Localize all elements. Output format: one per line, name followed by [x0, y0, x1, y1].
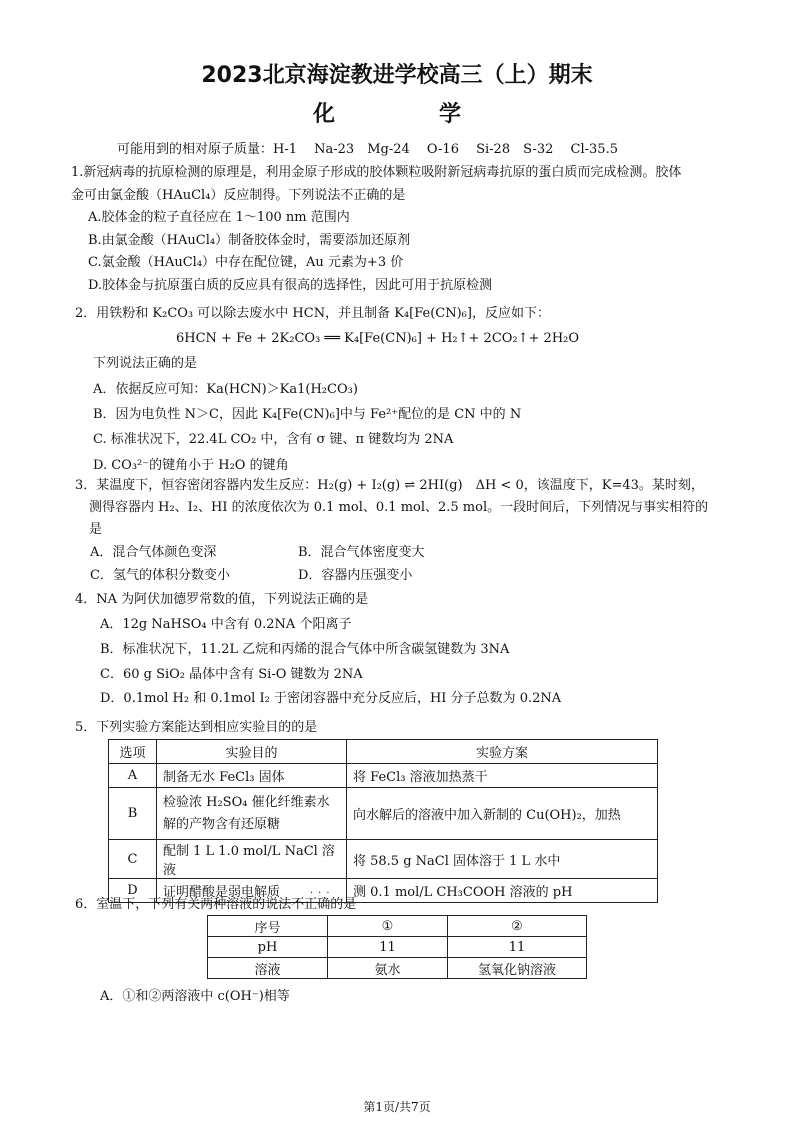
q2-option-c: C. 标准状况下，22.4L CO₂ 中，含有 σ 键、π 键数均为 2NA [93, 432, 454, 447]
table-cell: 序号 [208, 916, 328, 937]
table-cell: 11 [328, 937, 448, 958]
table-row [208, 916, 587, 937]
q3-stem-line2: 测得容器内 H₂、I₂、HI 的浓度依次为 0.1 mol、0.1 mol、2.5 mol。一段时间后，下列情况与事实相符的 [89, 500, 709, 515]
q1-option-c: C.氯金酸（HAuCl₄）中存在配位键，Au 元素为+3 价 [88, 255, 404, 270]
table-cell: 配制 1 L 1.0 mol/L NaCl 溶液 [157, 840, 347, 879]
table-cell: pH [208, 937, 328, 958]
q3-stem-line1: 3．某温度下，恒容密闭容器内发生反应：H₂(g) + I₂(g) ⇌ 2HI(g) ΔH < 0，该温度下，K=43。某时刻， [75, 478, 704, 493]
q3-option-c: C．氢气的体积分数变小 [90, 568, 230, 583]
q2-prompt: 下列说法正确的是 [93, 356, 198, 371]
table-cell: 证明醋酸是弱电解质 [157, 879, 347, 903]
q1-stem-line1: 1.新冠病毒的抗原检测的原理是，利用金原子形成的胶体颗粒吸附新冠病毒抗原的蛋白质而完成检测。胶体 [71, 165, 682, 180]
q6-stem: 6．室温下，下列有关两种溶液的说法不正确的是 [75, 897, 357, 912]
q3-stem-line3: 是 [89, 522, 103, 537]
table-cell: 溶液 [208, 958, 328, 979]
table-cell: 氨水 [328, 958, 448, 979]
emphasis-dots: ··· [310, 888, 335, 899]
table-cell: 氢氧化钠溶液 [448, 958, 587, 979]
q4-stem: 4．NA 为阿伏加德罗常数的值，下列说法正确的是 [75, 592, 369, 607]
table-cell: A [109, 764, 157, 788]
table-cell: 11 [448, 937, 587, 958]
q2-option-b: B．因为电负性 N＞C，因此 K₄[Fe(CN)₆]中与 Fe²⁺配位的是 CN 中的 N [93, 407, 522, 422]
table-cell: 检验浓 H₂SO₄ 催化纤维素水解的产物含有还原糖 [157, 788, 347, 840]
exam-title: 2023北京海淀教进学校高三（上）期末 [201, 63, 593, 88]
table-row [109, 764, 658, 788]
q5-table [108, 739, 658, 903]
table-cell: B [109, 788, 157, 840]
table-header-row [109, 740, 658, 764]
table-row [208, 958, 587, 979]
table-cell: ② [448, 916, 587, 937]
table-cell: 向水解后的溶液中加入新制的 Cu(OH)₂，加热 [347, 788, 658, 840]
subject-title: 化 学 [312, 102, 481, 127]
q1-option-a: A.胶体金的粒子直径应在 1～100 nm 范围内 [88, 210, 350, 225]
q2-stem: 2．用铁粉和 K₂CO₃ 可以除去废水中 HCN，并且制备 K₄[Fe(CN)₆]，反应如下： [75, 306, 550, 321]
page-footer: 第1页/共7页 [363, 1100, 431, 1114]
q3-option-b: B．混合气体密度变大 [298, 545, 425, 560]
q1-stem-line2: 金可由氯金酸（HAuCl₄）反应制得。下列说法不正确的是 [71, 188, 406, 203]
table-cell: 将 FeCl₃ 溶液加热蒸干 [347, 764, 658, 788]
q4-option-d: D．0.1mol H₂ 和 0.1mol I₂ 于密闭容器中充分反应后，HI 分子总数为 0.2NA [100, 691, 562, 706]
q2-option-a: A．依据反应可知：Ka(HCN)＞Ka1(H₂CO₃) [93, 382, 358, 397]
table-cell: 将 58.5 g NaCl 固体溶于 1 L 水中 [347, 840, 658, 879]
q6-table [207, 915, 587, 979]
table-row [109, 788, 658, 840]
table-cell: C [109, 840, 157, 879]
q4-option-c: C．60 g SiO₂ 晶体中含有 Si-O 键数为 2NA [100, 667, 363, 682]
q2-equation: 6HCN + Fe + 2K₂CO₃ ══ K₄[Fe(CN)₆] + H₂↑+ 2CO₂↑+ 2H₂O [176, 331, 580, 346]
q2-option-d: D. CO₃²⁻的键角小于 H₂O 的键角 [93, 458, 289, 473]
table-cell: D [109, 879, 157, 903]
table-header-cell: 实验目的 [157, 740, 347, 764]
q4-option-b: B．标准状况下，11.2L 乙烷和丙烯的混合气体中所含碳氢键数为 3NA [100, 642, 510, 657]
q1-option-d: D.胶体金与抗原蛋白质的反应具有很高的选择性，因此可用于抗原检测 [88, 278, 493, 293]
table-cell: 制备无水 FeCl₃ 固体 [157, 764, 347, 788]
table-row [208, 937, 587, 958]
table-header-cell: 选项 [109, 740, 157, 764]
q5-stem: 5．下列实验方案能达到相应实验目的的是 [75, 720, 318, 735]
table-row [109, 840, 658, 879]
q4-option-a: A．12g NaHSO₄ 中含有 0.2NA 个阳离子 [100, 617, 352, 632]
atomic-masses: 可能用到的相对原子质量：H-1 Na-23 Mg-24 O-16 Si-28 S-32 Cl-35.5 [117, 142, 618, 157]
table-header-cell: 实验方案 [347, 740, 658, 764]
table-cell: ① [328, 916, 448, 937]
q3-option-a: A．混合气体颜色变深 [90, 545, 217, 560]
q3-option-d: D．容器内压强变小 [298, 568, 413, 583]
q6-option-a: A．①和②两溶液中 c(OH⁻)相等 [100, 989, 290, 1004]
q1-option-b: B.由氯金酸（HAuCl₄）制备胶体金时，需要添加还原剂 [88, 233, 411, 248]
table-cell: 测 0.1 mol/L CH₃COOH 溶液的 pH [347, 879, 658, 903]
